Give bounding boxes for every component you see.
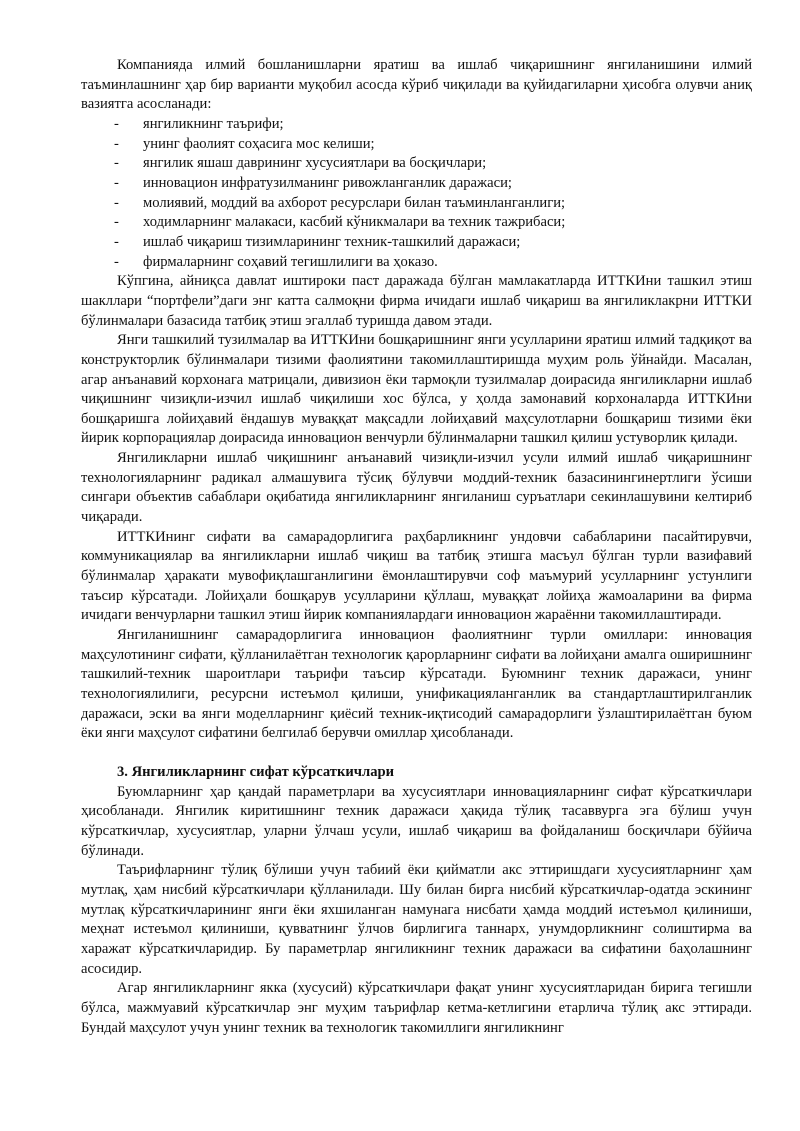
list-item-text: инновацион инфратузилманинг ривожланганлик даражаси; [143, 174, 512, 191]
body-paragraph: ИТТКИнинг сифати ва самарадорлигига раҳбарликнинг ундовчи сабабларини пасайтирувчи, коммуникациялар ва янгиликларни ишлаб чиқиш ва татбиқ этишга масъул бўлган турли вазифавий бўлинмалар ҳаракати мувофиқлашганлигини ёмонлаштирувчи соф маъмурий усулларнинг устунлиги таъсир кўрсатади. Лойиҳали бошқарув усулларини қўллаш, муваққат лойиҳа жамоаларини ва фирма ичидаги венчурларни ташкил этиш йирик компаниялардаги инновацион жараённи такомиллаштиради. [81, 528, 752, 624]
list-item [81, 174, 752, 194]
list-item [81, 154, 752, 174]
list-item-text: янгиликнинг таърифи; [143, 115, 284, 132]
list-item [81, 233, 752, 253]
section-heading: 3. Янгиликларнинг сифат кўрсаткичлари [117, 763, 395, 780]
list-marker: - [114, 233, 119, 250]
list-item [81, 135, 752, 155]
list-marker: - [114, 155, 119, 172]
body-paragraph: Янги ташкилий тузилмалар ва ИТТКИни бошқаришнинг янги усулларини яратиш илмий тадқиқот ва конструкторлик бўлинмалари тизими фаолиятини такомиллаштиришда муҳим роль ўйнайди. Масалан, агар анъанавий корхонага матрицали, дивизион ёки тармоқли тузилмалар доирасида янгиликларни ишлаб чиқишнинг чизиқли-изчил ишлаб чиқилиши хос бўлса, у ҳолда замонавий корхоналарда ИТТКИни бошқаришга лойиҳавий ёндашув муваққат мақсадли лойиҳавий маҳсулотларни бошқариш тизими ёки йирик корпорациялар доирасида инновацион венчурли бўлинмаларни ташкил қилиш устуворлик қилади. [81, 332, 752, 447]
intro-paragraph: Компанияда илмий бошланишларни яратиш ва ишлаб чиқаришнинг янгиланишини илмий таъминлашнинг ҳар бир варианти муқобил асосда кўриб чиқилади ва қуйидагиларни ҳисобга олувчи аниқ вазиятга асосланади: [81, 57, 752, 113]
list-item [81, 194, 752, 214]
list-marker: - [114, 214, 119, 231]
section-paragraph: Агар янгиликларнинг якка (хусусий) кўрсаткичлари фақат унинг хусусиятларидан бирига тегишли бўлса, мажмуавий кўрсаткичлар энг муҳим таърифлар кетма-кетлигини етарлича тўлиқ акс эттиради. Бундай маҳсулот учун унинг техник ва технологик такомиллиги янгиликнинг [81, 980, 752, 1036]
body-paragraph: Кўпгина, айниқса давлат иштироки паст даражада бўлган мамлакатларда ИТТКИни ташкил этиш шакллари “портфели”даги энг катта салмоқни фирма ичидаги ишлаб чиқариш ва янгиликлакрни ИТТКИ бўлинмалари базасида татбиқ этиш эгаллаб туришда давом этади. [81, 273, 752, 329]
document-page [81, 56, 752, 1038]
list-marker: - [114, 194, 119, 211]
list-item [81, 115, 752, 135]
list-item-text: ишлаб чиқариш тизимларининг техник-ташкилий даражаси; [143, 233, 521, 250]
list-marker: - [114, 174, 119, 191]
list-marker: - [114, 135, 119, 152]
list-item-text: фирмаларнинг соҳавий тегишлилиги ва ҳоказо. [143, 253, 438, 270]
body-paragraph: Янгиликларни ишлаб чиқишнинг анъанавий чизиқли-изчил усули илмий ишлаб чиқаришнинг технологияларнинг радикал алмашувига тўсиқ бўлувчи моддий-техник базасинингинертлиги ўсиши сингари объектив сабаблари оқибатида янгиликларнинг янгиланиш суръатлари секинлашувини келтириб чиқаради. [81, 450, 752, 526]
list-marker: - [114, 115, 119, 132]
section-paragraph: Буюмларнинг ҳар қандай параметрлари ва хусусиятлари инновацияларнинг сифат кўрсаткичлари ҳисобланади. Янгилик киритишнинг техник даражаси ҳақида тўлиқ тасаввурга эга бўлиш учун кўрсаткичлар, хусусиятлар, уларни ўлчаш усули, ишлаб чиқариш ва фойдаланиш босқичлари бўйича бўлинади. [81, 783, 752, 859]
list-item [81, 213, 752, 233]
list-item-text: молиявий, моддий ва ахборот ресурслари билан таъминланганлиги; [143, 194, 566, 211]
list-item-text: унинг фаолият соҳасига мос келиши; [143, 135, 375, 152]
body-paragraph: Янгиланишнинг самарадорлигига инновацион фаолиятнинг турли омиллари: инновация маҳсулотининг сифати, қўлланилаётган технологик қарорларнинг сифати ва лойиҳани амалга оширишнинг ташкилий-техник шароитлари таърифи таъсир кўрсатади. Буюмнинг техник даражаси, унинг технологиялилиги, ресурсни истеъмол қилиши, унификацияланганлик ва стандартлаштирилганлик даражаси, эски ва янги моделларнинг қиёсий техник-иқтисодий самарадорлиги ўзлаштирилаётган буюм ёки янги маҳсулот сифатини белгилаб берувчи омиллар ҳисобланади. [81, 627, 752, 742]
factors-list [81, 115, 752, 272]
list-marker: - [114, 253, 119, 270]
section-paragraph: Таърифларнинг тўлиқ бўлиши учун табиий ёки қийматли акс эттиришдаги хусусиятларнинг ҳам мутлақ, ҳам нисбий кўрсаткичлари қўлланилади. Шу билан бирга нисбий кўрсаткичлар-одатда эскининг мутлақ кўрсаткичларининг янги ёки яхшиланган намунага нисбати ҳамда моддий истеъмол қилиниши, меҳнат истеъмол қилиниши, қувватнинг ўлчов бирлигига таннарх, унумдорликнинг солиштирма ва харажат кўрсаткичларидир. Бу параметрлар янгиликнинг техник даражаси ва сифатини баҳолашнинг асосидир. [81, 862, 752, 977]
list-item [81, 253, 752, 273]
list-item-text: янгилик яшаш даврининг хусусиятлари ва босқичлари; [143, 155, 487, 172]
list-item-text: ходимларнинг малакаси, касбий кўникмалари ва техник тажрибаси; [143, 214, 566, 231]
